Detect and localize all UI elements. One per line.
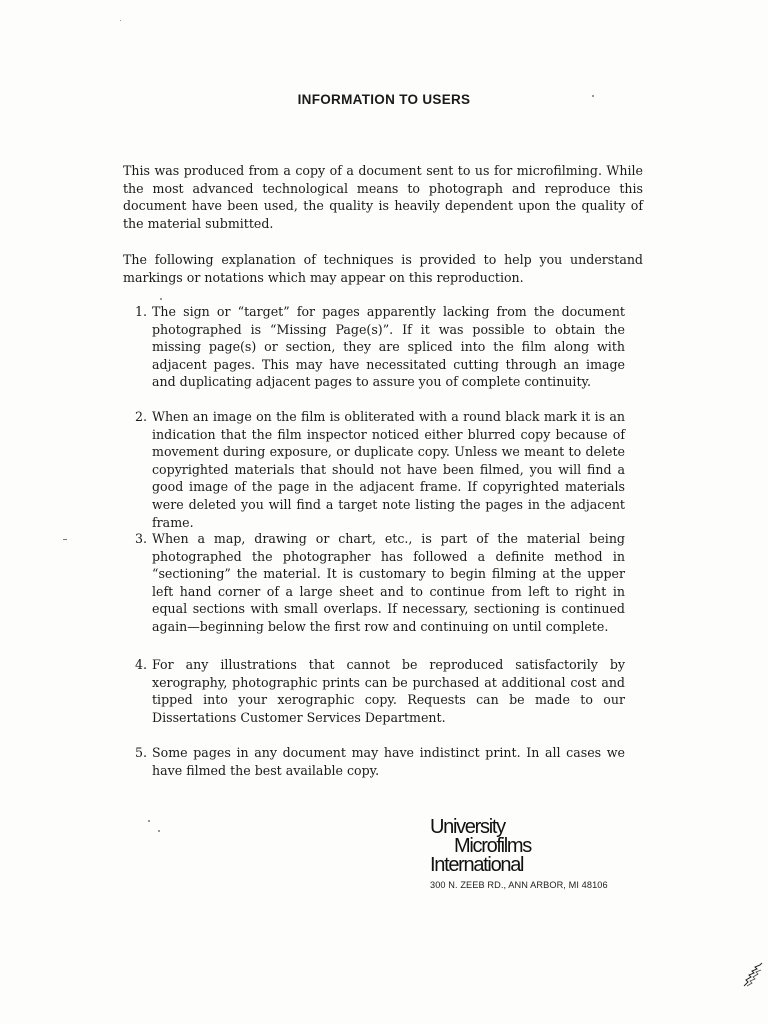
list-item-text: When a map, drawing or chart, etc., is part of the material being photographed the photographer has followed a definite method in “sectioning” the material. It is customary to begin filming at the upper left hand corner of a large sheet and to continue from left to right in equal sections with small overlaps. If necessary, sectioning is continued again—beginning below the first row and continuing on until complete. [152,531,625,634]
list-item-text: When an image on the film is obliterated with a round black mark it is an indication that the film inspector noticed either blurred copy because of movement during exposure, or duplicate copy. Unless we meant to delete copyrighted materials that should not have been filmed, you will find a good image of the page in the adjacent frame. If copyrighted materials were deleted you will find a target note listing the pages in the adjacent frame. [152,409,625,530]
publisher-logo-line-2: Microfilms [454,835,531,857]
scan-mark-icon [742,962,764,988]
list-item-2 [135,408,625,531]
list-item-4 [135,656,625,726]
list-item-number: 4. [135,657,148,672]
list-item-3 [135,530,625,636]
scan-speck [592,95,594,97]
list-item-text: For any illustrations that cannot be reproduced satisfactorily by xerography, photographic prints can be purchased at additional cost and tipped into your xerographic copy. Requests can be made to our Dissertations Customer Services Department. [152,657,625,725]
intro-paragraph-1: This was produced from a copy of a document sent to us for microfilming. While the most advanced technological means to photograph and reproduce this document have been used, the quality is heavily dependent upon the quality of the material submitted. [123,163,643,231]
list-item-5 [135,744,625,779]
list-item-text: The sign or “target” for pages apparently lacking from the document photographed is “Missing Page(s)”. If it was possible to obtain the missing page(s) or section, they are spliced into the film along with adjacent pages. This may have necessitated cutting through an image and duplicating adjacent pages to assure you of complete continuity. [152,304,625,390]
list-item-1 [135,303,625,391]
scan-speck [160,298,162,300]
scan-speck [158,830,160,832]
publisher-logo [430,818,531,875]
list-item-text: Some pages in any document may have indistinct print. In all cases we have filmed the best available copy. [152,745,625,778]
list-item-number: 2. [135,409,148,424]
list-item-number: 3. [135,531,148,546]
page-title: INFORMATION TO USERS [297,92,471,107]
scan-speck [63,539,67,540]
list-item-number: 5. [135,745,148,760]
publisher-logo-line-1: University [430,816,505,838]
scan-speck [148,820,150,822]
scan-speck [120,20,121,21]
list-item-number: 1. [135,304,148,319]
publisher-logo-line-3: International [430,854,524,876]
publisher-address: 300 N. ZEEB RD., ANN ARBOR, MI 48106 [430,880,608,890]
intro-paragraph-2: The following explanation of techniques is provided to help you understand markings or notations which may appear on this reproduction. [123,252,643,285]
